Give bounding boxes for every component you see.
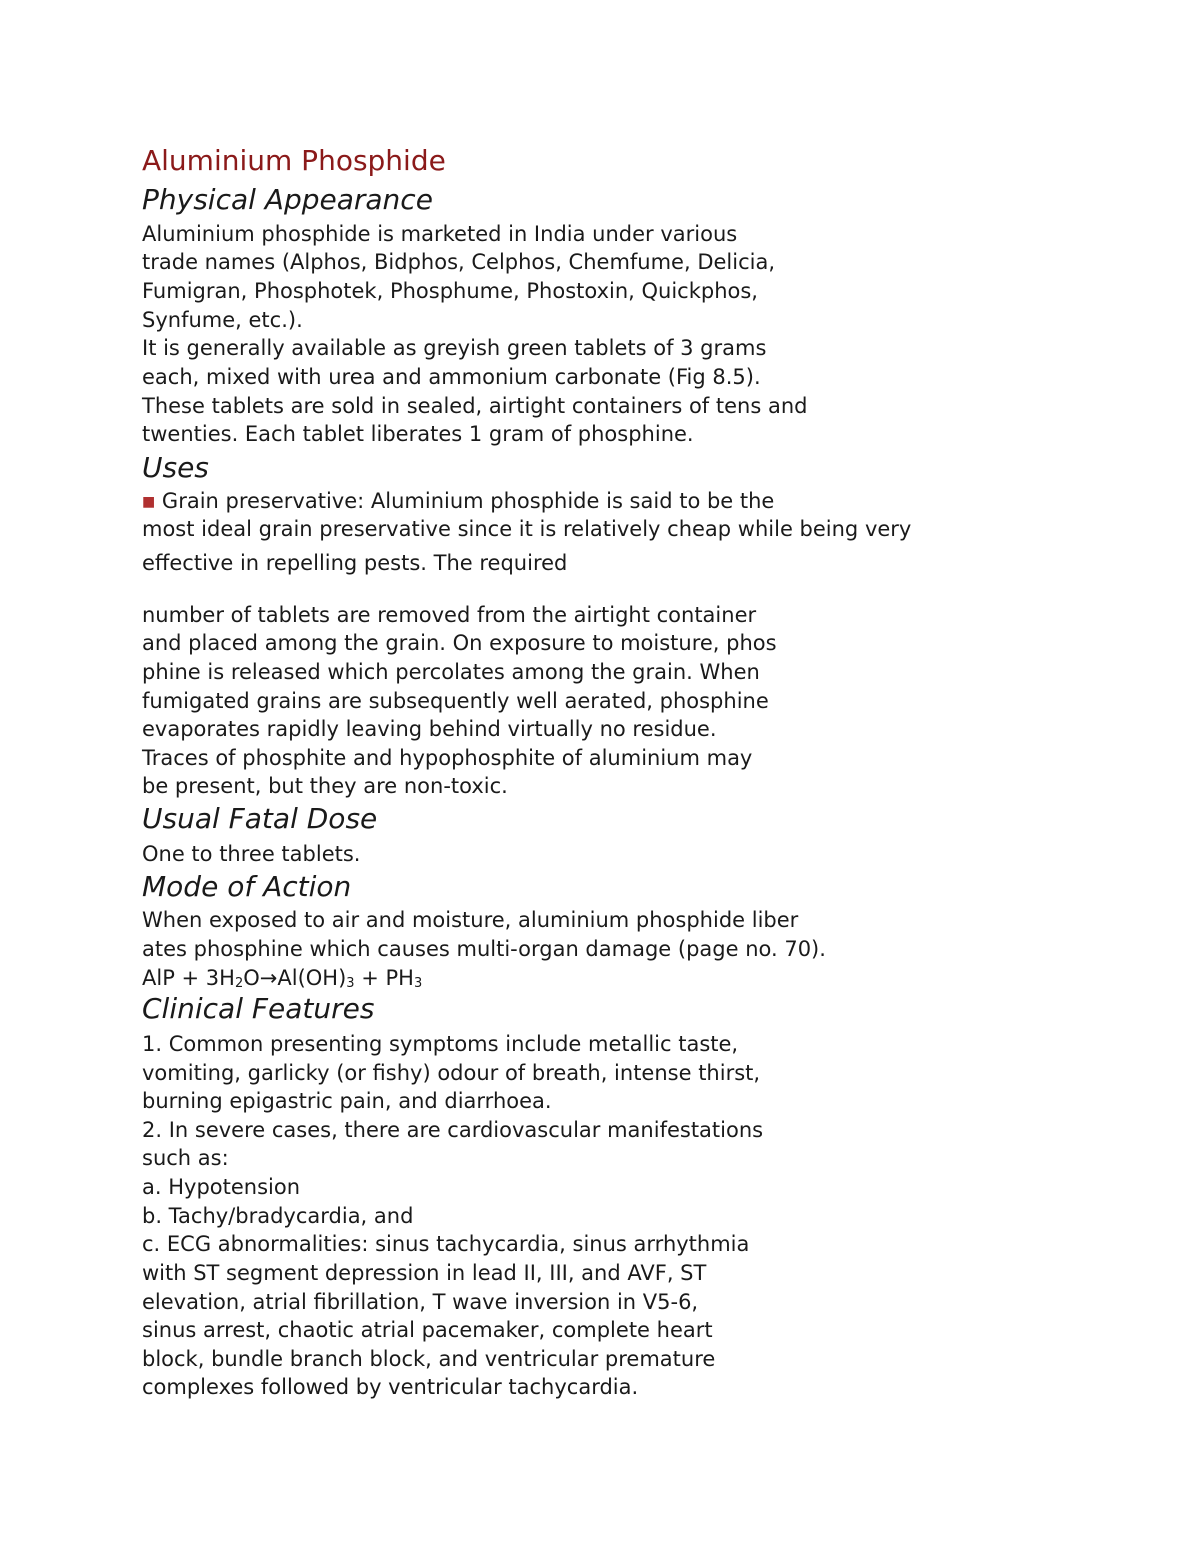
mode-line: ates phosphine which causes multi-organ damage (page no. 70). [142, 937, 826, 961]
clinical-line: with ST segment depression in lead II, III, and AVF, ST [142, 1261, 707, 1285]
fatal-dose-line: One to three tablets. [142, 842, 361, 866]
uses-line: most ideal grain preservative since it is relatively cheap while being very [142, 517, 912, 541]
heading-usual-fatal-dose: Usual Fatal Dose [142, 802, 378, 835]
clinical-line: sinus arrest, chaotic atrial pacemaker, complete heart [142, 1318, 713, 1342]
physical-line: Synfume, etc.). [142, 308, 303, 332]
physical-line: These tablets are sold in sealed, airtight containers of tens and [142, 394, 808, 418]
clinical-line: a. Hypotension [142, 1175, 301, 1199]
clinical-line: b. Tachy/bradycardia, and [142, 1204, 414, 1228]
clinical-line: vomiting, garlicky (or fishy) odour of breath, intense thirst, [142, 1061, 761, 1085]
uses-line: effective in repelling pests. The required [142, 551, 568, 575]
clinical-line: c. ECG abnormalities: sinus tachycardia, sinus arrhythmia [142, 1232, 750, 1256]
mode-line: When exposed to air and moisture, aluminium phosphide liber [142, 908, 799, 932]
physical-line: Fumigran, Phosphotek, Phosphume, Phostoxin, Quickphos, [142, 279, 758, 303]
uses-bullet-item [142, 487, 774, 518]
uses-line: be present, but they are non-toxic. [142, 774, 508, 798]
uses-line: and placed among the grain. On exposure to moisture, phos [142, 631, 777, 655]
uses-line: phine is released which percolates among the grain. When [142, 660, 760, 684]
heading-uses: Uses [142, 451, 209, 484]
physical-line: It is generally available as greyish green tablets of 3 grams [142, 336, 767, 360]
clinical-line: burning epigastric pain, and diarrhoea. [142, 1089, 552, 1113]
clinical-line: block, bundle branch block, and ventricular premature [142, 1347, 716, 1371]
clinical-line: 1. Common presenting symptoms include metallic taste, [142, 1032, 739, 1056]
document-title: Aluminium Phosphide [142, 144, 446, 177]
uses-line: evaporates rapidly leaving behind virtually no residue. [142, 717, 717, 741]
chemical-equation: AlP + $3H_2O\to Al(OH)_3 + PH_3$ [142, 966, 423, 991]
uses-line: Grain preservative: Aluminium phosphide is said to be the [161, 489, 775, 513]
physical-line: Aluminium phosphide is marketed in India under various [142, 222, 738, 246]
physical-line: twenties. Each tablet liberates 1 gram of phosphine. [142, 422, 694, 446]
uses-line: Traces of phosphite and hypophosphite of aluminium may [142, 746, 753, 770]
uses-line: fumigated grains are subsequently well aerated, phosphine [142, 689, 769, 713]
physical-line: each, mixed with urea and ammonium carbonate (Fig 8.5). [142, 365, 761, 389]
clinical-line: 2. In severe cases, there are cardiovascular manifestations [142, 1118, 764, 1142]
uses-line: number of tablets are removed from the airtight container [142, 603, 757, 627]
physical-line: trade names (Alphos, Bidphos, Celphos, Chemfume, Delicia, [142, 250, 776, 274]
heading-mode-of-action: Mode of Action [142, 870, 352, 903]
clinical-line: such as: [142, 1146, 229, 1170]
clinical-line: complexes followed by ventricular tachycardia. [142, 1375, 639, 1399]
heading-physical-appearance: Physical Appearance [142, 183, 433, 216]
clinical-line: elevation, atrial fibrillation, T wave inversion in V5-6, [142, 1290, 699, 1314]
square-bullet-icon: ■ [142, 494, 156, 510]
heading-clinical-features: Clinical Features [142, 992, 375, 1025]
